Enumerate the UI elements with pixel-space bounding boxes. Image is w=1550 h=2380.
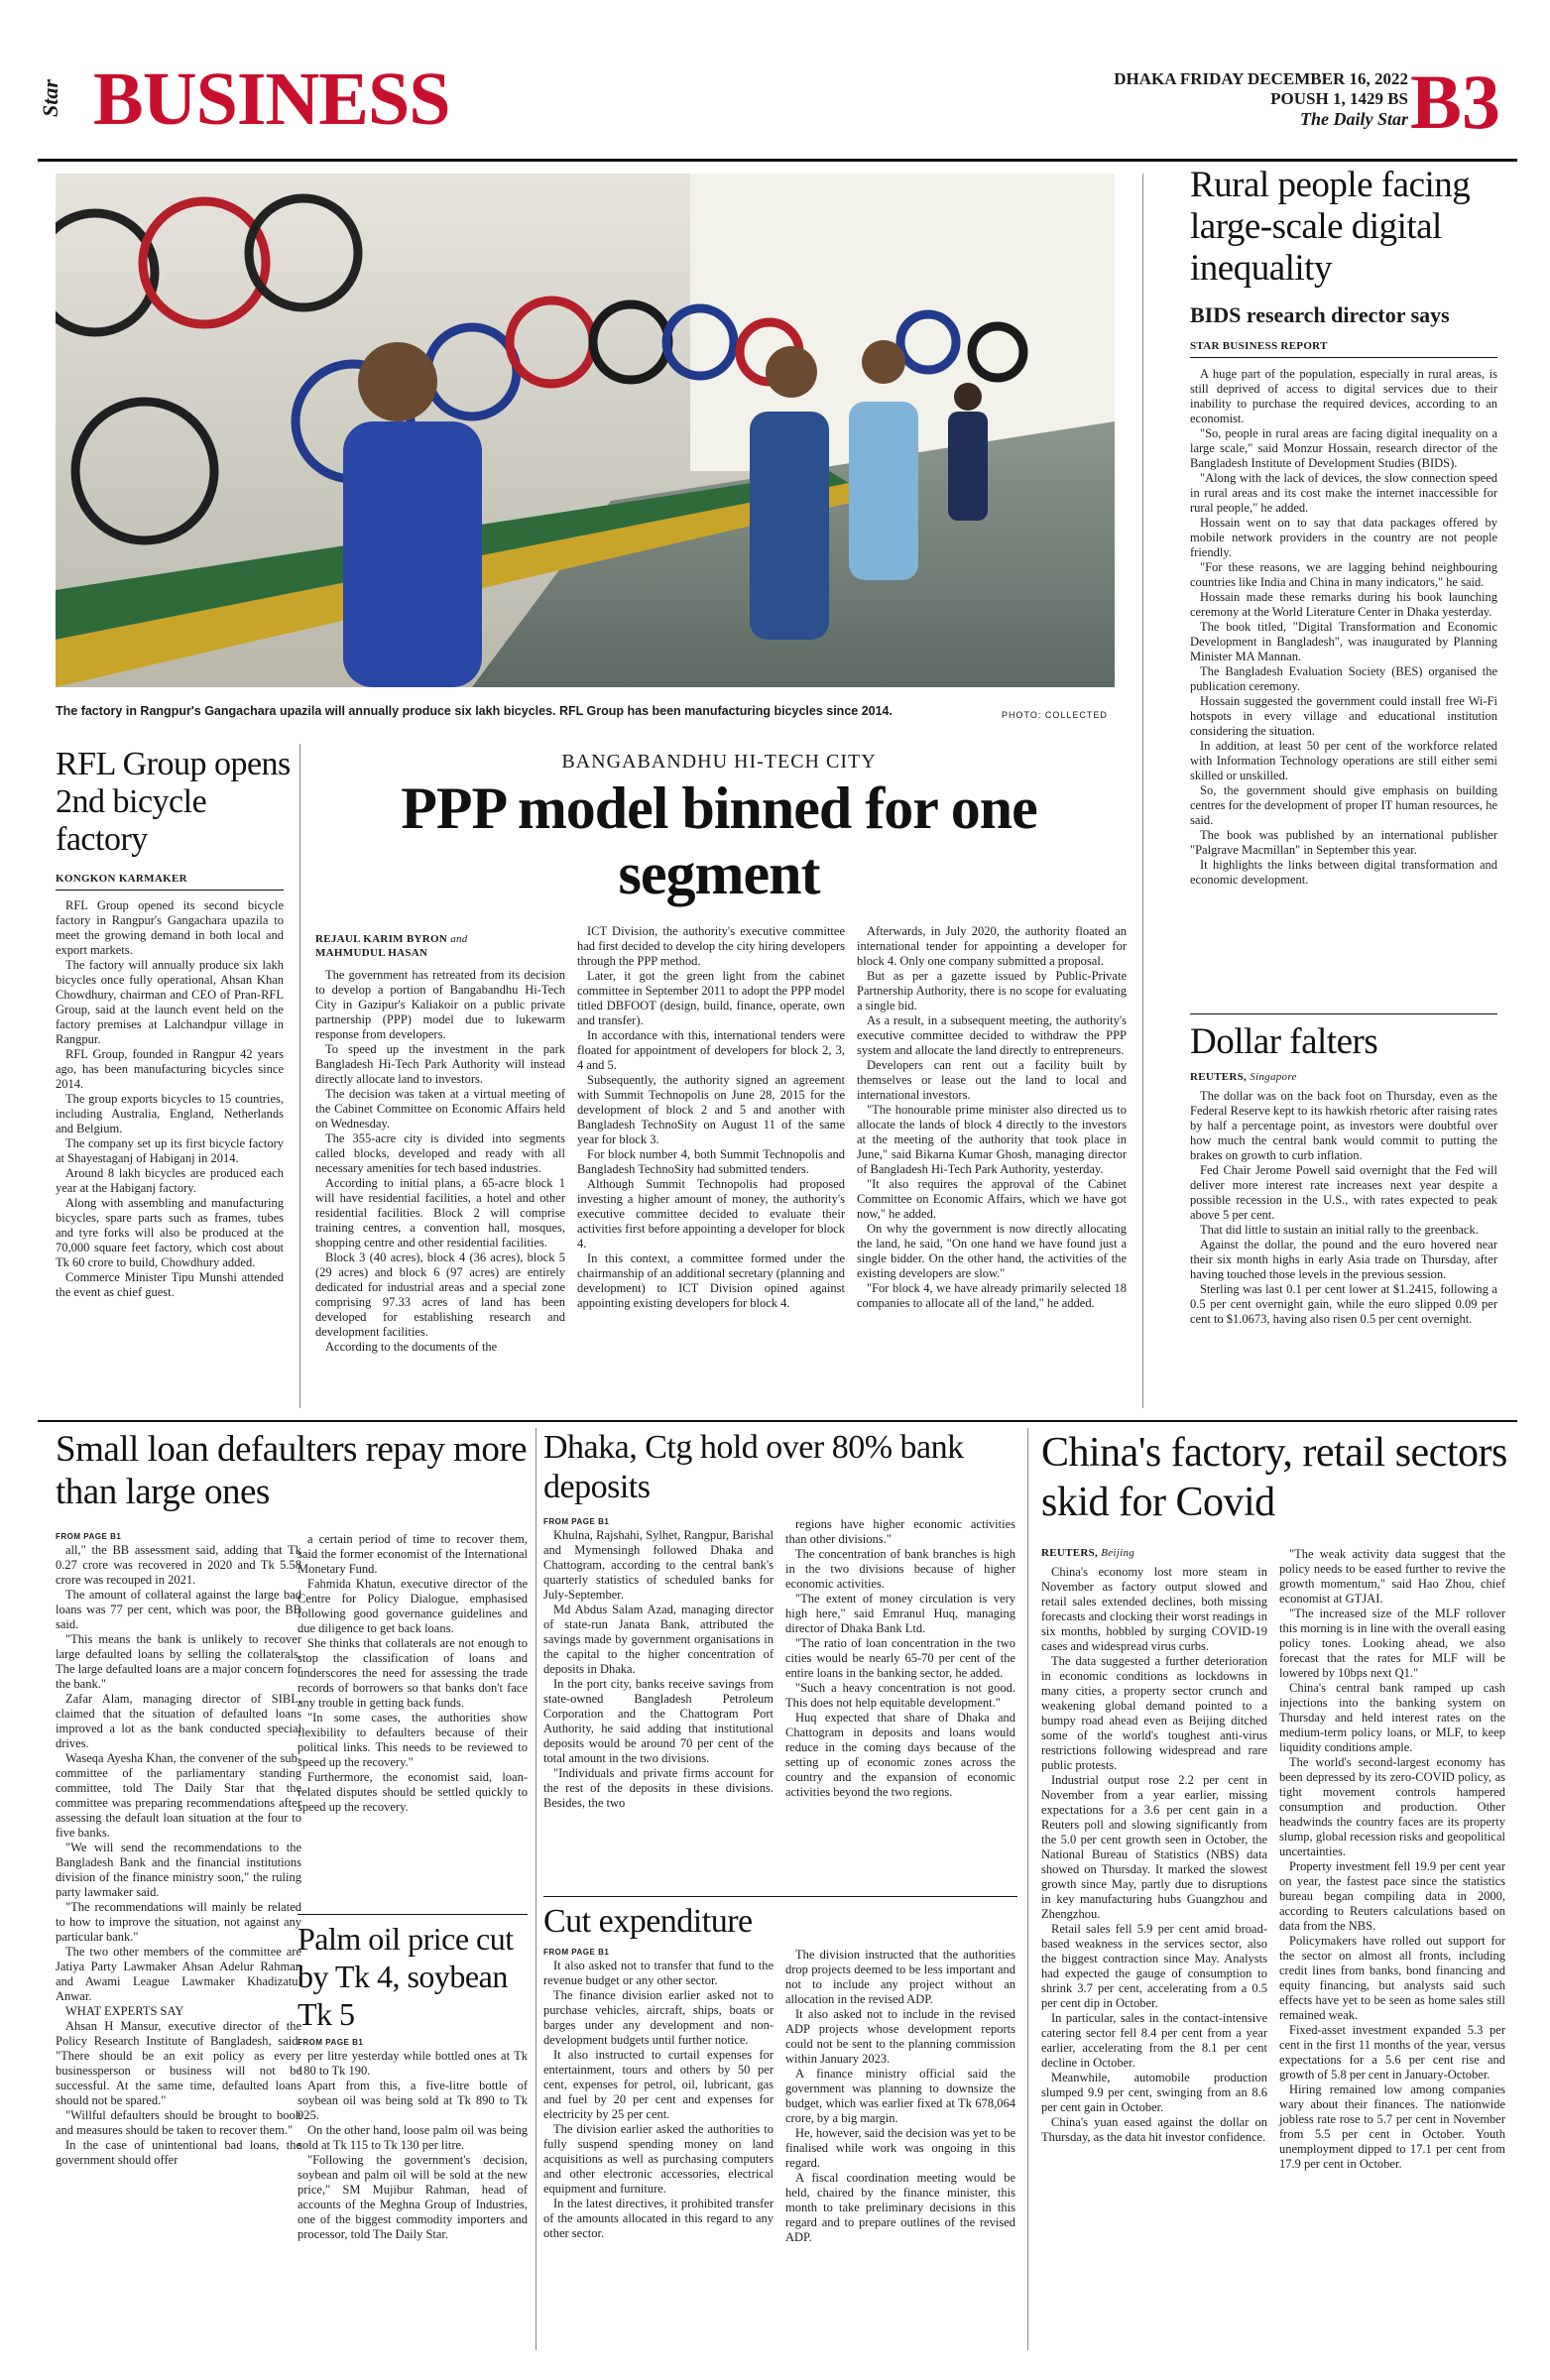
rfl-rule bbox=[56, 890, 284, 891]
paragraph: "Willful defaulters should be brought to book and measures should be taken to recover them." bbox=[56, 2108, 301, 2137]
paragraph: per litre yesterday while bottled ones at Tk 180 to Tk 190. bbox=[298, 2049, 528, 2078]
paragraph: "Following the government's decision, soybean and palm oil will be sold at the new price," SM Mujibur Rahman, head of accounts of the Meghna Group of Industries, one of the biggest commodity importers and processor, told The Daily Star. bbox=[298, 2153, 528, 2241]
rfl-body bbox=[56, 898, 284, 1300]
ppp-headline: PPP model binned for one segment bbox=[401, 775, 1037, 906]
paragraph: As a result, in a subsequent meeting, the authority's executive committee decided to withdraw the PPP system and allocate the land directly to entrepreneurs. bbox=[857, 1013, 1127, 1057]
paragraph: Sterling was last 0.1 per cent lower at $1.2415, following a 0.5 per cent overnight gain, while the euro slipped 0.09 per cent to $1.0673, having also risen 0.5 per cent overnight. bbox=[1190, 1282, 1497, 1326]
cut-from-page: FROM PAGE B1 bbox=[543, 1948, 610, 1957]
paragraph: Although Summit Technopolis had proposed investing a higher amount of money, the authority's executive committee decided to evaluate their activities first before appointing a developer for block 4. bbox=[577, 1177, 845, 1250]
paragraph: Around 8 lakh bicycles are produced each year at the Habiganj factory. bbox=[56, 1166, 284, 1195]
dateline bbox=[992, 69, 1408, 129]
deposits-col-2 bbox=[785, 1517, 1015, 1800]
dollar-top-rule bbox=[1190, 1013, 1497, 1014]
cut-col-1 bbox=[543, 1959, 774, 2241]
paragraph: "In some cases, the authorities show flexibility to defaulters because of their political links. This needs to be reviewed to speed up the recovery." bbox=[298, 1711, 528, 1769]
bengali-date: POUSH 1, 1429 BS bbox=[1270, 89, 1408, 108]
ppp-col-2 bbox=[577, 924, 845, 1311]
paragraph: For block number 4, both Summit Technopolis and Bangladesh TechnoSity had submitted tenders. bbox=[577, 1147, 845, 1176]
paragraph: Fahmida Khatun, executive director of the Centre for Policy Dialogue, emphasised following good governance guidelines and due diligence to get back loans. bbox=[298, 1577, 528, 1635]
paragraph: "So, people in rural areas are facing digital inequality on a large scale," said Monzur Hossain, research director of the Bangladesh Institute of Development Studies (BIDS). bbox=[1190, 426, 1497, 470]
paragraph: In accordance with this, international tenders were floated for appointment of developers for block 2, 3, 4 and 5. bbox=[577, 1028, 845, 1072]
paragraph: Developers can rent out a facility built by themselves or lease out the land to local and international investors. bbox=[857, 1058, 1127, 1102]
cut-top-rule bbox=[543, 1896, 1017, 1897]
photo-caption: The factory in Rangpur's Gangachara upazila will annually produce six lakh bicycles. RFL Group has been manufacturing bicycles since 2014. bbox=[56, 704, 893, 718]
rural-rule bbox=[1190, 357, 1497, 358]
paragraph: Waseqa Ayesha Khan, the convener of the sub-committee of the parliamentary standing committee, told The Daily Star that the committee was preparing recommendations after assessing the default loan situation at the four to five banks. bbox=[56, 1751, 301, 1840]
paragraph: Hossain went on to say that data packages offered by mobile network providers in the country are not people friendly. bbox=[1190, 516, 1497, 559]
rfl-headline: RFL Group opens 2nd bicycle factory bbox=[56, 746, 291, 858]
rfl-byline: KONGKON KARMAKER bbox=[56, 873, 187, 885]
paragraph: Huq expected that share of Dhaka and Chattogram in deposits and loans would reduce in the coming days because of the setting up of economic zones across the country and the expansion of economic activities beyond the two regions. bbox=[785, 1711, 1015, 1799]
loan-from-page: FROM PAGE B1 bbox=[56, 1532, 122, 1541]
paragraph: On the other hand, loose palm oil was being sold at Tk 115 to Tk 130 per litre. bbox=[298, 2123, 528, 2152]
loan-headline: Small loan defaulters repay more than large ones bbox=[56, 1429, 528, 1512]
byline-agency: REUTERS, bbox=[1041, 1547, 1099, 1559]
china-col-1 bbox=[1041, 1565, 1267, 2145]
paragraph: "It also requires the approval of the Cabinet Committee on Economic Affairs, which we have got now," he added. bbox=[857, 1177, 1127, 1221]
china-byline bbox=[1041, 1547, 1134, 1559]
paragraph: "This means the bank is unlikely to recover large defaulted loans by selling the collaterals. The large defaulted loans are a major concern for the bank." bbox=[56, 1632, 301, 1691]
paragraph: China's central bank ramped up cash injections into the banking system on Thursday and held interest rates on the medium-term policy loans, or MLF, to keep liquidity conditions ample. bbox=[1279, 1681, 1505, 1754]
paragraph: "For these reasons, we are lagging behind neighbouring countries like India and China in many indicators," he said. bbox=[1190, 560, 1497, 589]
byline-and: and bbox=[450, 933, 468, 945]
paragraph: The 355-acre city is divided into segments called blocks, developed and ready with all necessary amenities for tech based industries. bbox=[315, 1131, 565, 1175]
paragraph: a certain period of time to recover them, said the former economist of the International Monetary Fund. bbox=[298, 1532, 528, 1576]
paragraph: Property investment fell 19.9 per cent year on year, the fastest pace since the statistics bureau began compiling data in 2000, according to Reuters calculations based on data from the NBS. bbox=[1279, 1859, 1505, 1933]
paragraph: Fixed-asset investment expanded 5.3 per cent in the first 11 months of the year, versus expectations for a 5.6 per cent rise and growth of 5.8 per cent in January-October. bbox=[1279, 2023, 1505, 2082]
ppp-col-3 bbox=[857, 924, 1127, 1311]
cut-col-2 bbox=[785, 1948, 1015, 2245]
star-logo-mark: Star bbox=[38, 79, 62, 117]
paragraph: The dollar was on the back foot on Thursday, even as the Federal Reserve kept to its hawkish rhetoric after raising rates by half a percentage point, as investors were doubtful over how much the central bank would commit to putting the brakes on growth to curb inflation. bbox=[1190, 1089, 1497, 1162]
paragraph: all," the BB assessment said, adding that Tk 0.27 crore was recovered in 2020 and Tk 5.58 crore was recouped in 2021. bbox=[56, 1543, 301, 1587]
paragraph: "The weak activity data suggest that the policy needs to be eased further to revive the growth momentum," said Hao Zhou, chief economist at GTJAI. bbox=[1279, 1547, 1505, 1606]
masthead-rule bbox=[38, 159, 1517, 162]
paragraph: Afterwards, in July 2020, the authority floated an international tender for appointing a developer for block 4. Only one company submitted a proposal. bbox=[857, 924, 1127, 968]
paragraph: On why the government is now directly allocating the land, he said, "On one hand we have found just a single bidder. On the other hand, the activities of the existing developers are slow." bbox=[857, 1222, 1127, 1280]
paragraph: A finance ministry official said the government was planning to downsize the budget, which was earlier fixed at Tk 678,064 crore, by a big margin. bbox=[785, 2067, 1015, 2125]
column-divider bbox=[1027, 1428, 1028, 2350]
rural-byline: STAR BUSINESS REPORT bbox=[1190, 340, 1328, 352]
paragraph: The factory will annually produce six lakh bicycles once fully operational, Ahsan Khan Chowdhury, chairman and CEO of Pran-RFL Group, said at the launch event held on the factory premises at Lalchandpur village in Rangpur. bbox=[56, 958, 284, 1046]
factory-illustration bbox=[56, 174, 1115, 687]
cut-headline: Cut expenditure bbox=[543, 1903, 753, 1940]
ppp-kicker: BANGABANDHU HI-TECH CITY bbox=[561, 751, 877, 773]
column-divider bbox=[536, 1428, 537, 2350]
paragraph: RFL Group, founded in Rangpur 42 years ago, has been manufacturing bicycles since 2014. bbox=[56, 1047, 284, 1091]
paragraph: Hossain made these remarks during his book launching ceremony at the World Literature Center in Dhaka yesterday. bbox=[1190, 590, 1497, 619]
paragraph: regions have higher economic activities than other divisions." bbox=[785, 1517, 1015, 1546]
paragraph: Along with assembling and manufacturing bicycles, spare parts such as frames, tubes and tyre forks will also be produced at the 70,000 square feet factory, which cost about Tk 60 crore to build, Chowdhury added. bbox=[56, 1196, 284, 1269]
china-col-2 bbox=[1279, 1547, 1505, 2172]
deposits-from-page: FROM PAGE B1 bbox=[543, 1517, 610, 1526]
paragraph: Zafar Alam, managing director of SIBL, claimed that the situation of defaulted loans improved a lot as the bank conducted special drives. bbox=[56, 1692, 301, 1750]
paragraph: Subsequently, the authority signed an agreement with Summit Technopolis on June 28, 2015 for the development of block 2 and 5 and another with Bangladesh TechnoSity on August 11 of the same year for block 3. bbox=[577, 1073, 845, 1146]
paragraph: But as per a gazette issued by Public-Private Partnership Authority, there is no scope for evaluating a single bid. bbox=[857, 969, 1127, 1012]
paragraph: Hiring remained low among companies wary about their finances. The nationwide jobless rate rose to 5.7 per cent in November from 5.5 per cent in October. Youth unemployment dipped to 17.1 per cent from 17.9 per cent in October. bbox=[1279, 2082, 1505, 2171]
paragraph: It also asked not to transfer that fund to the revenue budget or any other sector. bbox=[543, 1959, 774, 1987]
loan-col-2 bbox=[298, 1532, 528, 1815]
paragraph: In the latest directives, it prohibited transfer of the amounts allocated in this regard to any other sector. bbox=[543, 2197, 774, 2240]
paragraph: "The increased size of the MLF rollover this morning is in line with the overall easing policy tones. Looking ahead, we also forecast that the rates for MLF will be lowered by 10bps next Q1." bbox=[1279, 1606, 1505, 1680]
paragraph: RFL Group opened its second bicycle factory in Rangpur's Gangachara upazila to meet the growing demand in both local and export markets. bbox=[56, 898, 284, 957]
paragraph: China's economy lost more steam in November as factory output slowed and retail sales extended declines, both missing forecasts and clocking their worst readings in six months, hobbled by surging COVID-19 cases and widespread virus curbs. bbox=[1041, 1565, 1267, 1653]
paragraph: The concentration of bank branches is high in the two divisions because of higher economic activities. bbox=[785, 1547, 1015, 1591]
dollar-headline: Dollar falters bbox=[1190, 1021, 1378, 1062]
paragraph: That did little to sustain an initial rally to the greenback. bbox=[1200, 1223, 1479, 1237]
paragraph: "We will send the recommendations to the Bangladesh Bank and the financial institutions division of the finance ministry soon," the ruling party lawmaker said. bbox=[56, 1841, 301, 1899]
paragraph: Later, it got the green light from the cabinet committee in September 2011 to adopt the PPP model titled DBFOOT (design, build, finance, operate, own and transfer). bbox=[577, 969, 845, 1027]
byline-author: REJAUL KARIM BYRON bbox=[315, 933, 448, 945]
paragraph: Ahsan H Mansur, executive director of the Policy Research Institute of Bangladesh, said: "There should be an exit policy as every businessperson or business will not be successful. At the same time, defaulted loans should not be spared." bbox=[56, 2019, 301, 2107]
paragraph: The government has retreated from its decision to develop a portion of Bangabandhu Hi-Tech City in Gazipur's Kaliakoir on a public private partnership (PPP) model due to lukewarm response from developers. bbox=[315, 968, 565, 1041]
paragraph: "The extent of money circulation is very high here," said Emranul Huq, managing director of Dhaka Bank Ltd. bbox=[785, 1592, 1015, 1635]
paragraph: So, the government should give emphasis on building centres for the development of proper IT human resources, he said. bbox=[1190, 783, 1497, 827]
paragraph: According to initial plans, a 65-acre block 1 will have residential facilities, a hotel and other residential facilities. Block 2 will comprise training centres, a convention hall, mosques, shopping centre and other residential facilities. bbox=[315, 1176, 565, 1250]
subsection-heading: WHAT EXPERTS SAY bbox=[65, 2004, 184, 2018]
bicycle-factory-photo bbox=[56, 174, 1115, 687]
paragraph: In this context, a committee formed under the chairmanship of an additional secretary (planning and development) to ICT Division opined against appointing existing developers for block 4. bbox=[577, 1251, 845, 1310]
paragraph: Commerce Minister Tipu Munshi attended the event as chief guest. bbox=[56, 1270, 284, 1299]
paragraph: According to the documents of the bbox=[325, 1340, 498, 1354]
loan-col-1 bbox=[56, 1543, 301, 2168]
palm-top-rule bbox=[298, 1914, 528, 1915]
paragraph: Apart from this, a five-litre bottle of soybean oil was being sold at Tk 890 to Tk 925. bbox=[298, 2079, 528, 2122]
paragraph: "Individuals and private firms account for the rest of the deposits in these divisions. Besides, the two bbox=[543, 1766, 774, 1810]
fold-rule bbox=[38, 1420, 1517, 1422]
paragraph: "The recommendations will mainly be related to how to improve the situation, not against any particular bank." bbox=[56, 1900, 301, 1944]
paragraph: The book was published by an international publisher "Palgrave Macmillan" in September this year. bbox=[1190, 828, 1497, 857]
paragraph: The two other members of the committee are Jatiya Party Lawmaker Ahsan Adelur Rahman and Awami League Lawmaker Khadizatul Anwar. bbox=[56, 1945, 301, 2003]
paragraph: To speed up the investment in the park Bangladesh Hi-Tech Park Authority will instead directly allocate land to investors. bbox=[315, 1042, 565, 1086]
paragraph: Policymakers have rolled out support for the sector on almost all fronts, including credit lines from banks, bond financing and equity financing, but analysts said such effects have yet to be seen as home sales still remained weak. bbox=[1279, 1934, 1505, 2022]
paragraph: "Along with the lack of devices, the slow connection speed in rural areas and its cost make the internet inaccessible for rural people," he added. bbox=[1190, 471, 1497, 515]
paragraph: "For block 4, we have already primarily selected 18 companies to allocate all of the land," he added. bbox=[857, 1281, 1127, 1310]
paragraph: The company set up its first bicycle factory at Shayestaganj of Habiganj in 2014. bbox=[56, 1136, 284, 1165]
paragraph: In addition, at least 50 per cent of the workforce related with Information Technology operations are still either semi skilled or unskilled. bbox=[1190, 739, 1497, 782]
paragraph: Hossain suggested the government could install free Wi-Fi hotspots in every village and educational institution considering the situation. bbox=[1190, 694, 1497, 738]
paragraph: Fed Chair Jerome Powell said overnight that the Fed will deliver more interest rate increases next year despite a possible recession in the U.S., with rates expected to peak above 5 per cent. bbox=[1190, 1163, 1497, 1222]
paragraph: The division instructed that the authorities drop projects deemed to be less important and not to include any project without an allocation in the revised ADP. bbox=[785, 1948, 1015, 2006]
rural-subhead: BIDS research director says bbox=[1190, 302, 1450, 327]
paragraph: "The ratio of loan concentration in the two cities would be nearly 65-70 per cent of the entire loans in the banking sector, he added. bbox=[785, 1636, 1015, 1680]
paragraph: Against the dollar, the pound and the euro hovered near their six month highs in early Asia trade on Thursday, after having touched those levels in the previous session. bbox=[1190, 1238, 1497, 1281]
paragraph: A huge part of the population, especially in rural areas, is still deprived of access to digital services due to their inability to purchase the required devices, according to an economist. bbox=[1190, 367, 1497, 425]
paragraph: Block 3 (40 acres), block 4 (36 acres), block 5 (29 acres) and block 6 (97 acres) are entirely dedicated for industrial areas and a special zone comprising 97.33 acres of land has been developed for establishing research and development facilities. bbox=[315, 1250, 565, 1339]
paragraph: "The honourable prime minister also directed us to allocate the lands of block 4 directly to the investors at the meeting of the authority that took place in June," said Bikarna Kumar Ghosh, managing director of Bangladesh Hi-Tech Park Authority, yesterday. bbox=[857, 1103, 1127, 1176]
dollar-body bbox=[1190, 1089, 1497, 1327]
deposits-headline: Dhaka, Ctg hold over 80% bank deposits bbox=[543, 1429, 964, 1505]
paragraph: In particular, sales in the contact-intensive catering sector fell 8.4 per cent from a year earlier, accelerating from the 8.1 per cent decline in October. bbox=[1041, 2011, 1267, 2070]
paragraph: Retail sales fell 5.9 per cent amid broad-based weakness in the services sector, also the biggest contraction since May. Analysts had expected the gauge of consumption to shrink 3.7 per cent, accelerating from a 0.5 per cent dip in October. bbox=[1041, 1922, 1267, 2010]
paragraph: The amount of collateral against the large bad loans was 77 per cent, which was poor, the BB said. bbox=[56, 1588, 301, 1631]
paragraph: The decision was taken at a virtual meeting of the Cabinet Committee on Economic Affairs held on Wednesday. bbox=[315, 1087, 565, 1130]
byline-author: MAHMUDUL HASAN bbox=[315, 947, 428, 959]
rural-body bbox=[1190, 367, 1497, 888]
china-headline: China's factory, retail sectors skid for Covid bbox=[1041, 1430, 1507, 1525]
paragraph: In the case of unintentional bad loans, the government should offer bbox=[56, 2138, 301, 2167]
paragraph: A fiscal coordination meeting would be held, chaired by the finance minister, this month to take preliminary decisions in this regard and to prepare outlines of the revised ADP. bbox=[785, 2171, 1015, 2244]
byline-place: Singapore bbox=[1250, 1071, 1297, 1083]
column-divider bbox=[299, 744, 300, 1408]
deposits-col-1 bbox=[543, 1528, 774, 1811]
paragraph: The finance division earlier asked not to purchase vehicles, aircraft, ships, boats or barges under any development and non-development budgets until further notice. bbox=[543, 1988, 774, 2047]
ppp-byline bbox=[315, 932, 514, 960]
paragraph: Furthermore, the economist said, loan-related disputes should be settled quickly to speed up the recovery. bbox=[298, 1770, 528, 1814]
paragraph: The world's second-largest economy has been depressed by its zero-COVID policy, as tight movement controls hampered consumption and production. Other headwinds the country faces are its property slump, global recession risks and geopolitical uncertainties. bbox=[1279, 1755, 1505, 1858]
paragraph: "Such a heavy concentration is not good. This does not help equitable development." bbox=[785, 1681, 1015, 1710]
page-number: B3 bbox=[1410, 59, 1501, 145]
rural-headline: Rural people facing large-scale digital inequality bbox=[1190, 165, 1471, 289]
photo-credit: PHOTO: COLLECTED bbox=[1002, 710, 1108, 720]
palm-body bbox=[298, 2049, 528, 2242]
paragraph: It also instructed to curtail expenses for entertainment, tours and others by 50 per cent, expenses for petrol, oil, lubricant, gas and fuel by 20 per cent and expenses for electricity by 25 per cent. bbox=[543, 2048, 774, 2121]
paragraph: In the port city, banks receive savings from state-owned Bangladesh Petroleum Corporation and the Chattogram Port Authority, he said adding that institutional deposits would be around 70 per cent of the total amount in the two divisions. bbox=[543, 1677, 774, 1765]
paragraph: She thinks that collaterals are not enough to stop the classification of loans and underscores the need for assessing the trade records of borrowers so that banks don't face any trouble in getting back funds. bbox=[298, 1636, 528, 1710]
paragraph: It highlights the links between digital transformation and economic development. bbox=[1190, 858, 1497, 887]
paragraph: The Bangladesh Evaluation Society (BES) organised the publication ceremony. bbox=[1190, 664, 1497, 693]
column-divider bbox=[1142, 174, 1143, 1408]
paragraph: ICT Division, the authority's executive committee had first decided to develop the city hiring developers through the PPP method. bbox=[577, 924, 845, 968]
dollar-byline bbox=[1190, 1071, 1297, 1083]
ppp-col-1 bbox=[315, 968, 565, 1355]
paragraph: It also asked not to include in the revised ADP projects whose development reports could not be sent to the planning commission within January 2023. bbox=[785, 2007, 1015, 2066]
paragraph: The data suggested a further deterioration in economic conditions as lockdowns in many cities, a property sector crunch and weakening global demand pointed to a bumpy road ahead even as Beijing ditched some of the world's toughest anti-virus restrictions following widespread and rare public protests. bbox=[1041, 1654, 1267, 1772]
paragraph: Meanwhile, automobile production slumped 9.9 per cent, swinging from an 8.6 per cent gain in October. bbox=[1041, 2071, 1267, 2114]
paragraph: The book titled, "Digital Transformation and Economic Development in Bangladesh", was inaugurated by Planning Minister MA Mannan. bbox=[1190, 620, 1497, 663]
paragraph: The division earlier asked the authorities to fully suspend spending money on land acquisitions as well as purchasing computers and other electronic accessories, electrical equipment and furniture. bbox=[543, 2122, 774, 2196]
paper-name: The Daily Star bbox=[1299, 109, 1408, 129]
date: DHAKA FRIDAY DECEMBER 16, 2022 bbox=[1114, 69, 1408, 88]
palm-from-page: FROM PAGE B1 bbox=[298, 2038, 364, 2047]
section-title: BUSINESS bbox=[93, 58, 450, 141]
paragraph: He, however, said the decision was yet to be finalised while work was ongoing in this regard. bbox=[785, 2126, 1015, 2170]
paragraph: China's yuan eased against the dollar on Thursday, as the data hit investor confidence. bbox=[1041, 2115, 1267, 2144]
byline-agency: REUTERS, bbox=[1190, 1071, 1248, 1083]
palm-headline: Palm oil price cut by Tk 4, soybean Tk 5 bbox=[298, 1921, 514, 2032]
paragraph: Khulna, Rajshahi, Sylhet, Rangpur, Barishal and Mymensingh followed Dhaka and Chattogram, according to the central bank's quarterly statistics of scheduled banks for July-September. bbox=[543, 1528, 774, 1602]
paragraph: Industrial output rose 2.2 per cent in November from a year earlier, missing expectations for a 3.6 per cent gain in a Reuters poll and slowing significantly from the 5.0 per cent growth seen in October, the National Bureau of Statistics (NBS) data showed on Thursday. It marked the slowest growth since May, partly due to disruptions in key manufacturing hubs Guangzhou and Zhengzhou. bbox=[1041, 1773, 1267, 1921]
byline-place: Beijing bbox=[1101, 1547, 1135, 1559]
paragraph: Md Abdus Salam Azad, managing director of state-run Janata Bank, attributed the savings made by government organisations in the capital to the higher concentration of deposits in Dhaka. bbox=[543, 1603, 774, 1676]
paragraph: The group exports bicycles to 15 countries, including Australia, England, Netherlands and Belgium. bbox=[56, 1092, 284, 1135]
